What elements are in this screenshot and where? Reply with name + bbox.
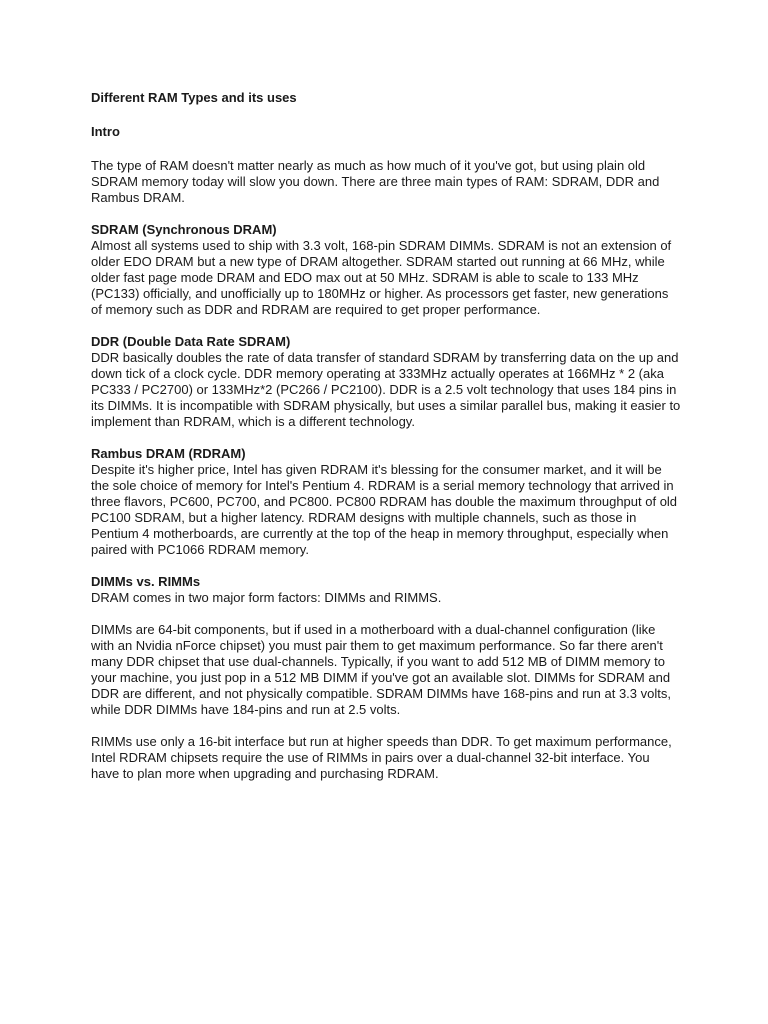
section-paragraph: Despite it's higher price, Intel has given RDRAM it's blessing for the consumer market, and it will be the sole choice of memory for Intel's Pentium 4. RDRAM is a serial memory technology that arrived in three flavors, PC600, PC700, and PC800. PC800 RDRAM has double the maximum throughput of old PC100 SDRAM, but a higher latency. RDRAM designs with multiple channels, such as those in Pentium 4 motherboards, are currently at the top of the heap in memory throughput, especially when paired with PC1066 RDRAM memory. <box>91 462 678 557</box>
section-rdram <box>91 446 681 558</box>
intro-heading: Intro <box>91 124 120 139</box>
document-title: Different RAM Types and its uses <box>91 90 297 105</box>
section-paragraph: RIMMs use only a 16-bit interface but run at higher speeds than DDR. To get maximum performance, Intel RDRAM chipsets require the use of RIMMs in pairs over a dual-channel 32-bit interface. You have to plan more when upgrading and purchasing RDRAM. <box>91 734 672 781</box>
intro-paragraph: The type of RAM doesn't matter nearly as much as how much of it you've got, but using plain old SDRAM memory today will slow you down. There are three main types of RAM: SDRAM, DDR and Rambus DRAM. <box>91 158 660 205</box>
section-heading: DDR (Double Data Rate SDRAM) <box>91 334 291 349</box>
section-paragraph: DDR basically doubles the rate of data transfer of standard SDRAM by transferring data on the up and down tick of a clock cycle. DDR memory operating at 333MHz actually operates at 166MHz * 2 (aka PC333 / PC2700) or 133MHz*2 (PC266 / PC2100). DDR is a 2.5 volt technology that uses 184 pins in its DIMMs. It is incompatible with SDRAM physically, but uses a similar parallel bus, making it easier to implement than RDRAM, which is a different technology. <box>91 350 681 429</box>
section-paragraph: Almost all systems used to ship with 3.3 volt, 168-pin SDRAM DIMMs. SDRAM is not an extension of older EDO DRAM but a new type of DRAM altogether. SDRAM started out running at 66 MHz, while older fast page mode DRAM and EDO max out at 50 MHz. SDRAM is able to scale to 133 MHz (PC133) officially, and unofficially up to 180MHz or higher. As processors get faster, new generations of memory such as DDR and RDRAM are required to get proper performance. <box>91 238 672 317</box>
document-body <box>91 90 681 782</box>
section-heading: Rambus DRAM (RDRAM) <box>91 446 246 461</box>
section-sdram <box>91 222 681 318</box>
section-paragraph: DRAM comes in two major form factors: DIMMs and RIMMS. <box>91 590 442 605</box>
section-heading: SDRAM (Synchronous DRAM) <box>91 222 277 237</box>
section-dimms-vs-rimms <box>91 574 681 782</box>
section-ddr <box>91 334 681 430</box>
section-heading: DIMMs vs. RIMMs <box>91 574 201 589</box>
section-paragraph: DIMMs are 64-bit components, but if used in a motherboard with a dual-channel configuration (like with an Nvidia nForce chipset) you must pair them to get maximum performance. So far there aren't many DDR chipset that use dual-channels. Typically, if you want to add 512 MB of DIMM memory to your machine, you just pop in a 512 MB DIMM if you've got an available slot. DIMMs for SDRAM and DDR are different, and not physically compatible. SDRAM DIMMs have 168-pins and run at 3.3 volts, while DDR DIMMs have 184-pins and run at 2.5 volts. <box>91 622 671 717</box>
